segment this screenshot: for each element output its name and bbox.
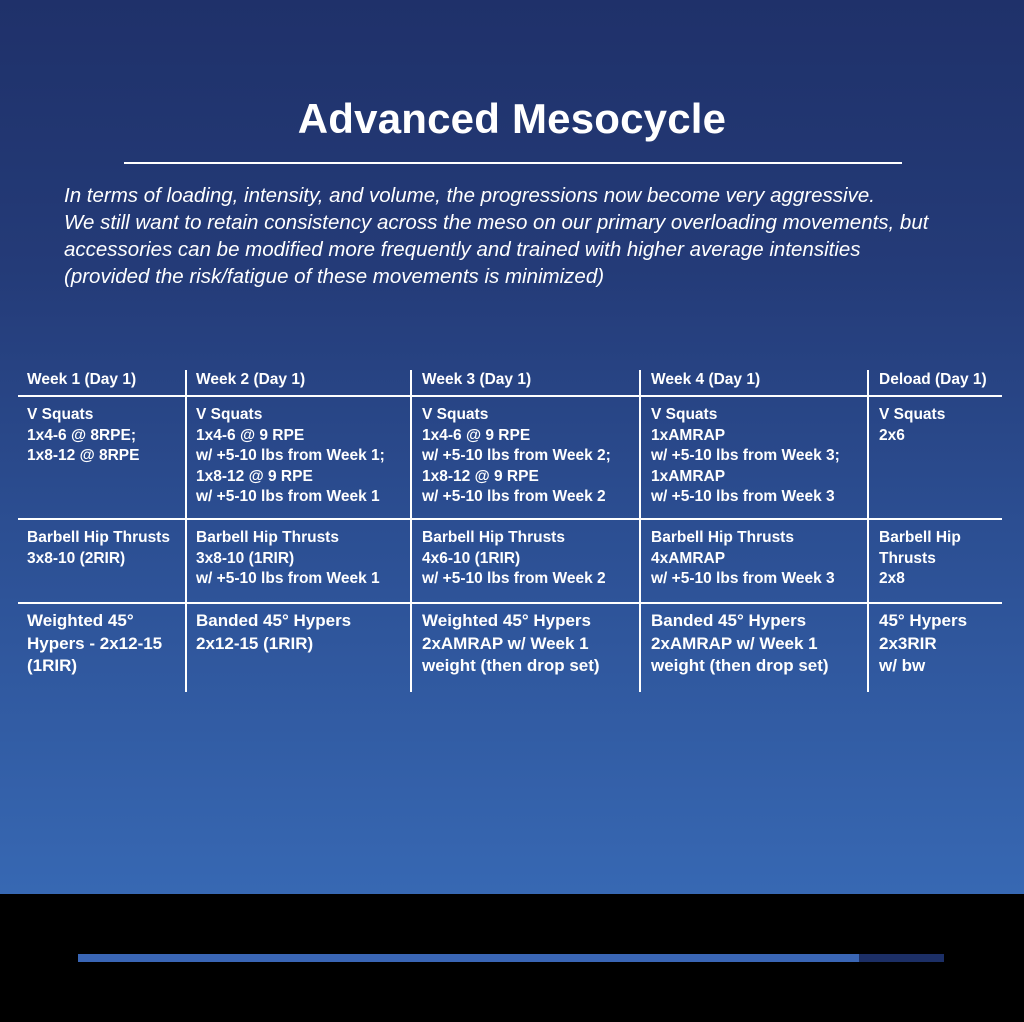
- table-cell: Weighted 45° Hypers 2xAMRAP w/ Week 1 weight (then drop set): [422, 611, 600, 675]
- header-week-1: Week 1 (Day 1): [27, 371, 137, 388]
- column-divider: [867, 370, 869, 692]
- intro-paragraph: [64, 182, 964, 290]
- mesocycle-table: [18, 366, 1002, 692]
- intro-line: In terms of loading, intensity, and volume, the progressions now become very aggressive.: [64, 184, 875, 207]
- table-cell: Barbell Hip Thrusts 2x8: [879, 529, 961, 587]
- header-week-2: Week 2 (Day 1): [196, 371, 306, 388]
- table-cell: Banded 45° Hypers 2xAMRAP w/ Week 1 weight (then drop set): [651, 611, 829, 675]
- table-cell: Weighted 45° Hypers - 2x12-15 (1RIR): [27, 611, 163, 675]
- row-divider: [18, 602, 1002, 604]
- table-cell: Banded 45° Hypers 2x12-15 (1RIR): [196, 611, 352, 653]
- row-divider: [18, 395, 1002, 397]
- intro-line: We still want to retain consistency across the meso on our primary overloading movements, but: [64, 211, 929, 234]
- carousel-progress-fill: [78, 954, 859, 962]
- page-title: Advanced Mesocycle: [297, 95, 727, 142]
- table-cell: Barbell Hip Thrusts 4x6-10 (1RIR) w/ +5-10 lbs from Week 2: [422, 529, 606, 587]
- table-cell: 45° Hypers 2x3RIR w/ bw: [879, 611, 968, 675]
- header-deload: Deload (Day 1): [879, 371, 987, 388]
- row-divider: [18, 518, 1002, 520]
- intro-line: accessories can be modified more frequently and trained with higher average intensities: [64, 238, 861, 261]
- table-cell: V Squats 1x4-6 @ 8RPE; 1x8-12 @ 8RPE: [27, 406, 140, 464]
- title-divider: [124, 162, 902, 164]
- table-cell: V Squats 2x6: [879, 406, 946, 444]
- table-cell: V Squats 1xAMRAP w/ +5-10 lbs from Week 3; 1xAMRAP w/ +5-10 lbs from Week 3: [651, 406, 840, 505]
- intro-line: (provided the risk/fatigue of these movements is minimized): [64, 265, 605, 288]
- header-week-4: Week 4 (Day 1): [651, 371, 761, 388]
- table-cell: V Squats 1x4-6 @ 9 RPE w/ +5-10 lbs from Week 1; 1x8-12 @ 9 RPE w/ +5-10 lbs from Week 1: [196, 406, 385, 505]
- table-cell: V Squats 1x4-6 @ 9 RPE w/ +5-10 lbs from Week 2; 1x8-12 @ 9 RPE w/ +5-10 lbs from Week 2: [422, 406, 611, 505]
- column-divider: [185, 370, 187, 692]
- header-week-3: Week 3 (Day 1): [422, 371, 532, 388]
- table-cell: Barbell Hip Thrusts 4xAMRAP w/ +5-10 lbs from Week 3: [651, 529, 835, 587]
- column-divider: [410, 370, 412, 692]
- carousel-progress-bar[interactable]: [78, 954, 944, 962]
- table-cell: Barbell Hip Thrusts 3x8-10 (1RIR) w/ +5-10 lbs from Week 1: [196, 529, 380, 587]
- column-divider: [639, 370, 641, 692]
- table-cell: Barbell Hip Thrusts 3x8-10 (2RIR): [27, 529, 170, 567]
